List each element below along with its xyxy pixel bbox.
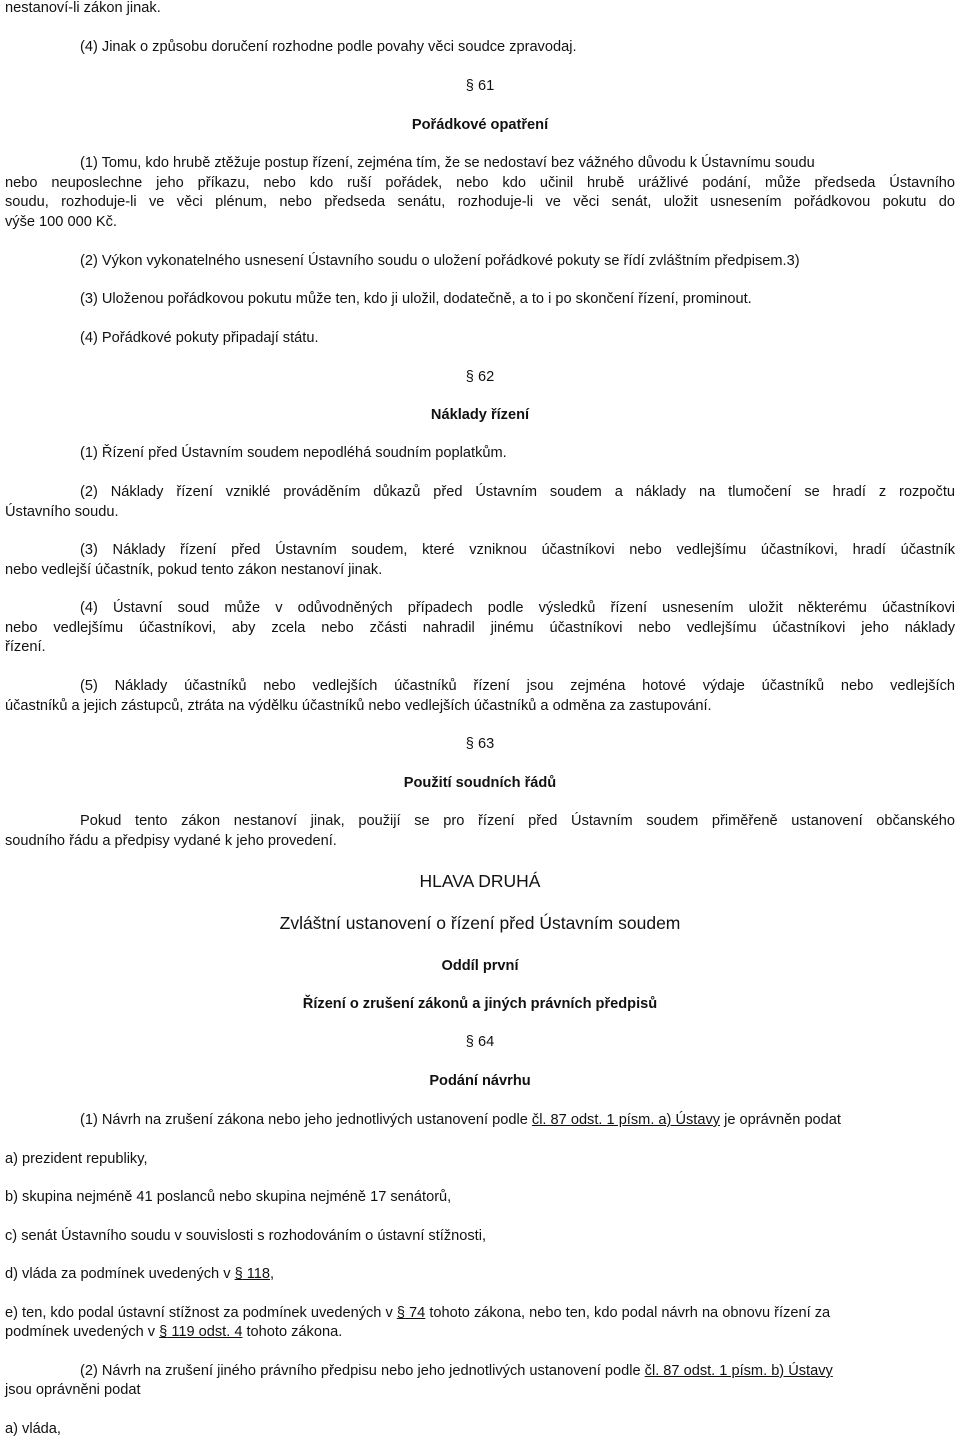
section-sign-icon: § xyxy=(465,78,474,94)
list-item: c) senát Ústavního soudu v souvislosti s rozhodováním o ústavní stížnosti, xyxy=(5,1228,487,1244)
paragraph-line: (1) Návrh na zrušení zákona nebo jeho jednotlivých ustanovení podle čl. 87 odst. 1 písm. a) Ústavy je oprávněn podat xyxy=(80,1112,841,1128)
list-item: e) ten, kdo podal ústavní stížnost za podmínek uvedených v § 74 tohoto zákona, nebo ten, kdo podal návrh na obnovu řízení za xyxy=(5,1305,831,1321)
section-sign-icon: § xyxy=(465,736,474,752)
section-sign-icon: § xyxy=(159,1324,168,1340)
law-link[interactable]: čl. 87 odst. 1 písm. b) Ústavy xyxy=(644,1363,833,1379)
section-number: § 63 xyxy=(0,735,960,755)
section-title: Pořádkové opatření xyxy=(411,117,549,133)
paragraph: (4) Jinak o způsobu doručení rozhodne podle povahy věci soudce zpravodaj. xyxy=(80,39,577,55)
paragraph: (1) Řízení před Ústavním soudem nepodléhá soudním poplatkům. xyxy=(80,445,507,461)
chapter-subtitle: Zvláštní ustanovení o řízení před Ústavním soudem xyxy=(279,913,681,933)
list-item-continuation: podmínek uvedených v § 119 odst. 4 tohoto zákona. xyxy=(5,1324,343,1340)
paragraph-line: (2) Návrh na zrušení jiného právního předpisu nebo jeho jednotlivých ustanovení podle čl. 87 odst. 1 písm. b) Ústavy xyxy=(80,1363,833,1379)
paragraph-line: (4) Ústavní soud může v odůvodněných případech podle výsledků řízení usnesením uložit některému účastníkovi xyxy=(80,600,955,616)
section-sign-icon: § xyxy=(396,1305,405,1321)
chapter-title: HLAVA DRUHÁ xyxy=(419,871,541,891)
section-sign-icon: § xyxy=(465,1034,474,1050)
section-number: § 61 xyxy=(0,77,960,97)
section-sign-icon: § xyxy=(465,369,474,385)
paragraph-line: (1) Tomu, kdo hrubě ztěžuje postup řízení, zejména tím, že se nedostaví bez vážného důvodu k Ústavnímu soudu xyxy=(80,155,815,171)
section-title: Podání návrhu xyxy=(429,1073,531,1089)
section-number: § 64 xyxy=(0,1033,960,1053)
paragraph-line: (3) Náklady řízení před Ústavním soudem, které vzniknou účastníkovi nebo vedlejšímu účastníkovi, hradí účastník xyxy=(80,542,955,558)
list-item: a) vláda, xyxy=(5,1421,61,1437)
section-link[interactable]: § 74 xyxy=(396,1305,426,1321)
section-title: Náklady řízení xyxy=(430,407,530,423)
section-number: § 62 xyxy=(0,368,960,388)
paragraph-line: řízení. xyxy=(5,639,46,655)
paragraph-line: Ústavního soudu. xyxy=(5,504,119,520)
paragraph-line: Pokud tento zákon nestanoví jinak, použijí se pro řízení před Ústavním soudem přiměřeně ustanovení občanského xyxy=(80,813,955,829)
paragraph-line: (5) Náklady účastníků nebo vedlejších účastníků řízení jsou zejména hotové výdaje účastníků nebo vedlejších xyxy=(80,678,955,694)
text-line: nestanoví-li zákon jinak. xyxy=(5,0,161,16)
list-item: d) vláda za podmínek uvedených v § 118, xyxy=(5,1266,275,1282)
section-link[interactable]: § 118 xyxy=(234,1266,271,1282)
paragraph: (4) Pořádkové pokuty připadají státu. xyxy=(80,330,319,346)
paragraph-line: soudu, rozhoduje-li ve věci plénum, nebo předseda senátu, rozhoduje-li ve věci senát, uložit usnesením pořádkovou pokutu do xyxy=(5,194,955,210)
paragraph-line: nebo neuposlechne jeho příkazu, nebo kdo ruší pořádek, nebo kdo učinil hrubě urážlivé podání, může předseda Ústavního xyxy=(5,175,955,191)
paragraph-line: výše 100 000 Kč. xyxy=(5,214,117,230)
section-sign-icon: § xyxy=(234,1266,243,1282)
section-title: Použití soudních řádů xyxy=(403,775,557,791)
list-item: a) prezident republiky, xyxy=(5,1151,148,1167)
law-link[interactable]: čl. 87 odst. 1 písm. a) Ústavy xyxy=(531,1112,721,1128)
section-link[interactable]: § 119 odst. 4 xyxy=(159,1324,243,1340)
part-subtitle: Řízení o zrušení zákonů a jiných právních předpisů xyxy=(302,996,658,1012)
paragraph-line: nebo vedlejší účastník, pokud tento zákon nestanoví jinak. xyxy=(5,562,383,578)
paragraph-line: nebo vedlejšímu účastníkovi, aby zcela nebo zčásti nahradil jinému účastníkovi nebo vedlejšímu účastníkovi jeho náklady xyxy=(5,620,955,636)
paragraph-line: soudního řádu a předpisy vydané k jeho provedení. xyxy=(5,833,337,849)
list-item: b) skupina nejméně 41 poslanců nebo skupina nejméně 17 senátorů, xyxy=(5,1189,452,1205)
part-title: Oddíl první xyxy=(441,958,519,974)
paragraph-line: účastníků a jejich zástupců, ztráta na výdělku účastníků nebo vedlejších účastníků a odměna za zastupování. xyxy=(5,698,712,714)
paragraph: (2) Výkon vykonatelného usnesení Ústavního soudu o uložení pořádkové pokuty se řídí zvláštním předpisem.3) xyxy=(80,253,800,269)
paragraph-line: jsou oprávněni podat xyxy=(5,1382,141,1398)
paragraph: (3) Uloženou pořádkovou pokutu může ten, kdo ji uložil, dodatečně, a to i po skončení řízení, prominout. xyxy=(80,291,752,307)
paragraph-line: (2) Náklady řízení vzniklé prováděním důkazů před Ústavním soudem a náklady na tlumočení se hradí z rozpočtu xyxy=(80,484,955,500)
